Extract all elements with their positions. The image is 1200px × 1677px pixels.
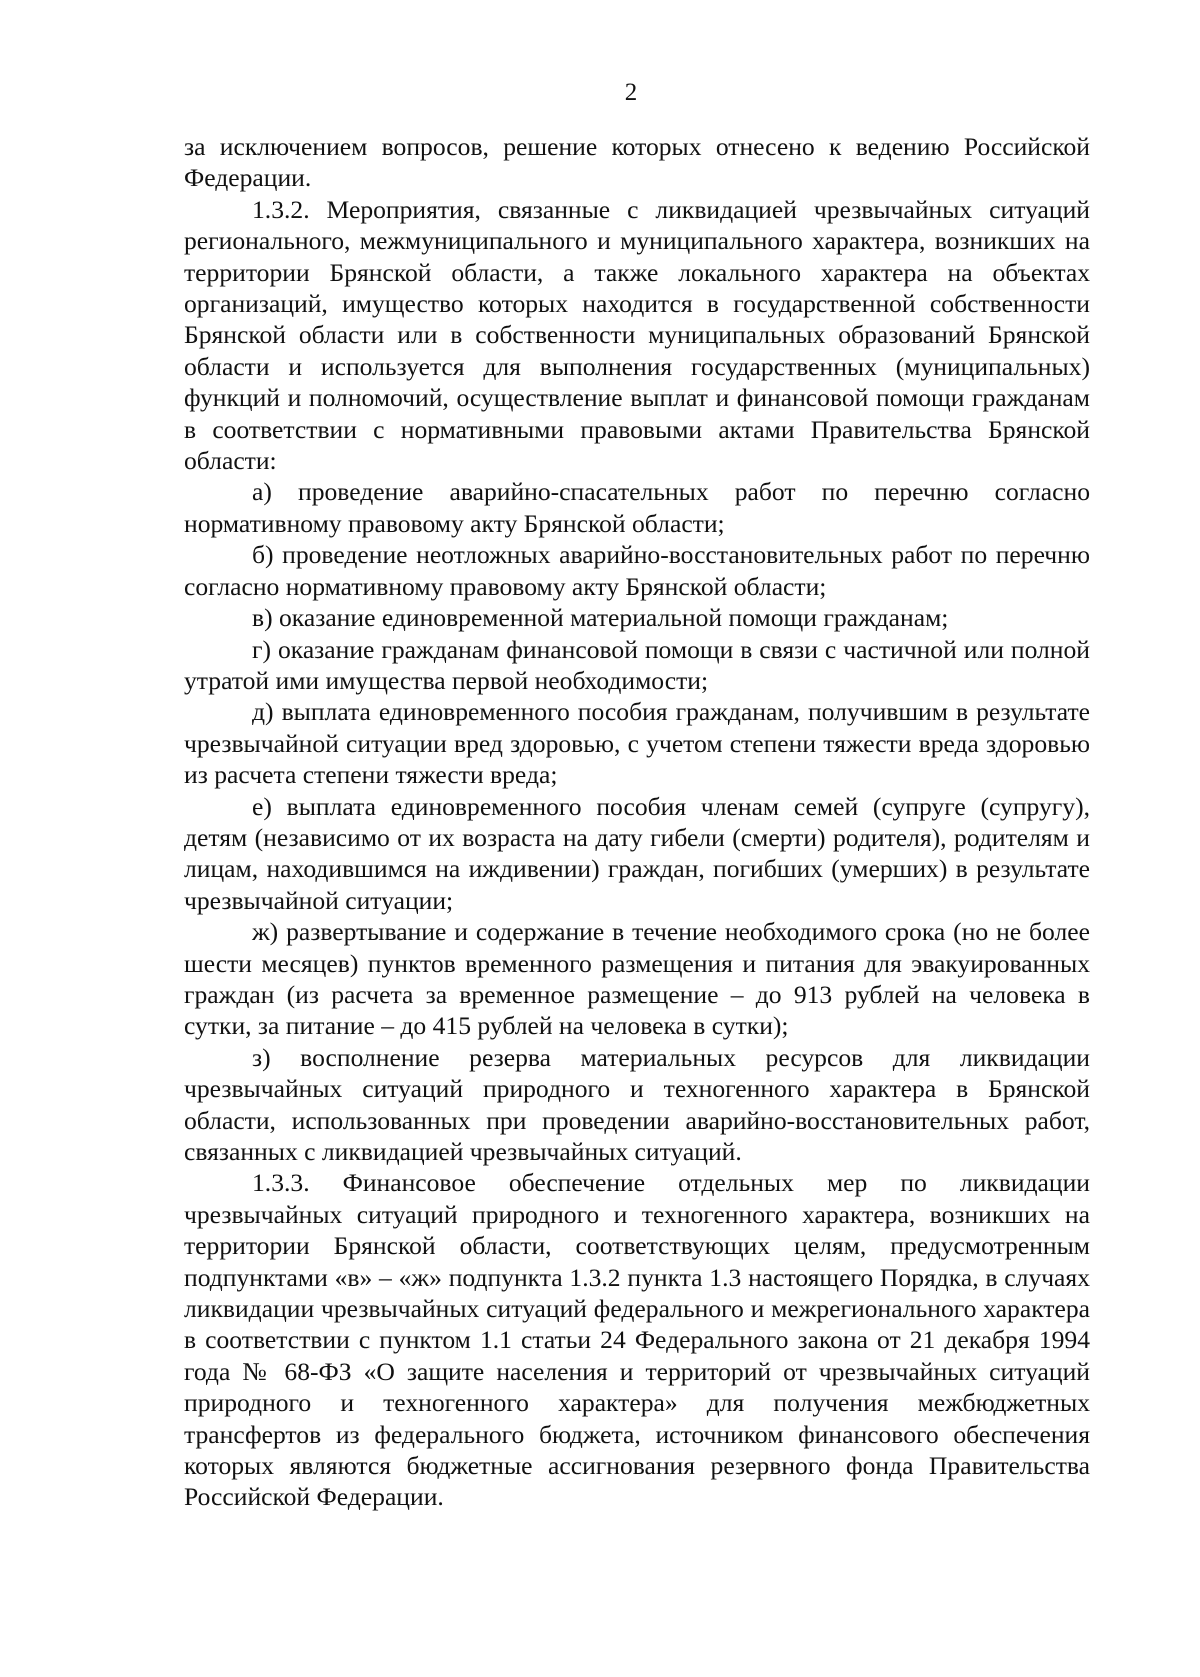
paragraph-item-zh: ж) развертывание и содержание в течение необходимого срока (но не более шести месяцев) пунктов временного размещения и питания для эвакуированных граждан (из расчета за временное размещение – до 913 рублей на человека в сутки, за питание – до 415 рублей на человека в сутки); xyxy=(184,917,1090,1041)
paragraph-item-z: з) восполнение резерва материальных ресурсов для ликвидации чрезвычайных ситуаций природного и техногенного характера в Брянской области, использованных при проведении аварийно-восстановительных работ, связанных с ликвидацией чрезвычайных ситуаций. xyxy=(184,1042,1090,1166)
paragraph-item-b: б) проведение неотложных аварийно-восстановительных работ по перечню согласно нормативному правовому акту Брянской области; xyxy=(184,540,1090,601)
paragraph-item-a: а) проведение аварийно-спасательных работ по перечню согласно нормативному правовому акту Брянской области; xyxy=(184,477,1090,538)
paragraph-item-d: д) выплата единовременного пособия гражданам, получившим в результате чрезвычайной ситуации вред здоровью, с учетом степени тяжести вреда здоровью из расчета степени тяжести вреда; xyxy=(184,697,1090,790)
paragraph-continuation: за исключением вопросов, решение которых отнесено к ведению Российской Федерации. xyxy=(184,132,1090,193)
paragraph-item-v: в) оказание единовременной материальной помощи гражданам; xyxy=(252,603,949,633)
document-body xyxy=(184,131,1090,1513)
page-number: 2 xyxy=(624,79,638,106)
paragraph-item-g: г) оказание гражданам финансовой помощи в связи с частичной или полной утратой ими имущества первой необходимости; xyxy=(184,634,1090,695)
paragraph-1-3-3: 1.3.3. Финансовое обеспечение отдельных мер по ликвидации чрезвычайных ситуаций природного и техногенного характера, возникших на территории Брянской области, соответствующих целям, предусмотренным подпунктами «в» – «ж» подпункта 1.3.2 пункта 1.3 настоящего Порядка, в случаях ликвидации чрезвычайных ситуаций федерального и межрегионального характера в соответствии с пунктом 1.1 статьи 24 Федерального закона от 21 декабря 1994 года № 68-ФЗ «О защите населения и территорий от чрезвычайных ситуаций природного и техногенного характера» для получения межбюджетных трансфертов из федерального бюджета, источником финансового обеспечения которых являются бюджетные ассигнования резервного фонда Правительства Российской Федерации. xyxy=(184,1168,1090,1512)
paragraph-item-e: е) выплата единовременного пособия членам семей (супруге (супругу), детям (независимо от их возраста на дату гибели (смерти) родителя), родителям и лицам, находившимся на иждивении) граждан, погибших (умерших) в результате чрезвычайной ситуации; xyxy=(184,791,1090,915)
paragraph-1-3-2: 1.3.2. Мероприятия, связанные с ликвидацией чрезвычайных ситуаций регионального, межмуниципального и муниципального характера, возникших на территории Брянской области, а также локального характера на объектах организаций, имущество которых находится в государственной собственности Брянской области или в собственности муниципальных образований Брянской области и используется для выполнения государственных (муниципальных) функций и полномочий, осуществление выплат и финансовой помощи гражданам в соответствии с нормативными правовыми актами Правительства Брянской области: xyxy=(184,194,1090,476)
